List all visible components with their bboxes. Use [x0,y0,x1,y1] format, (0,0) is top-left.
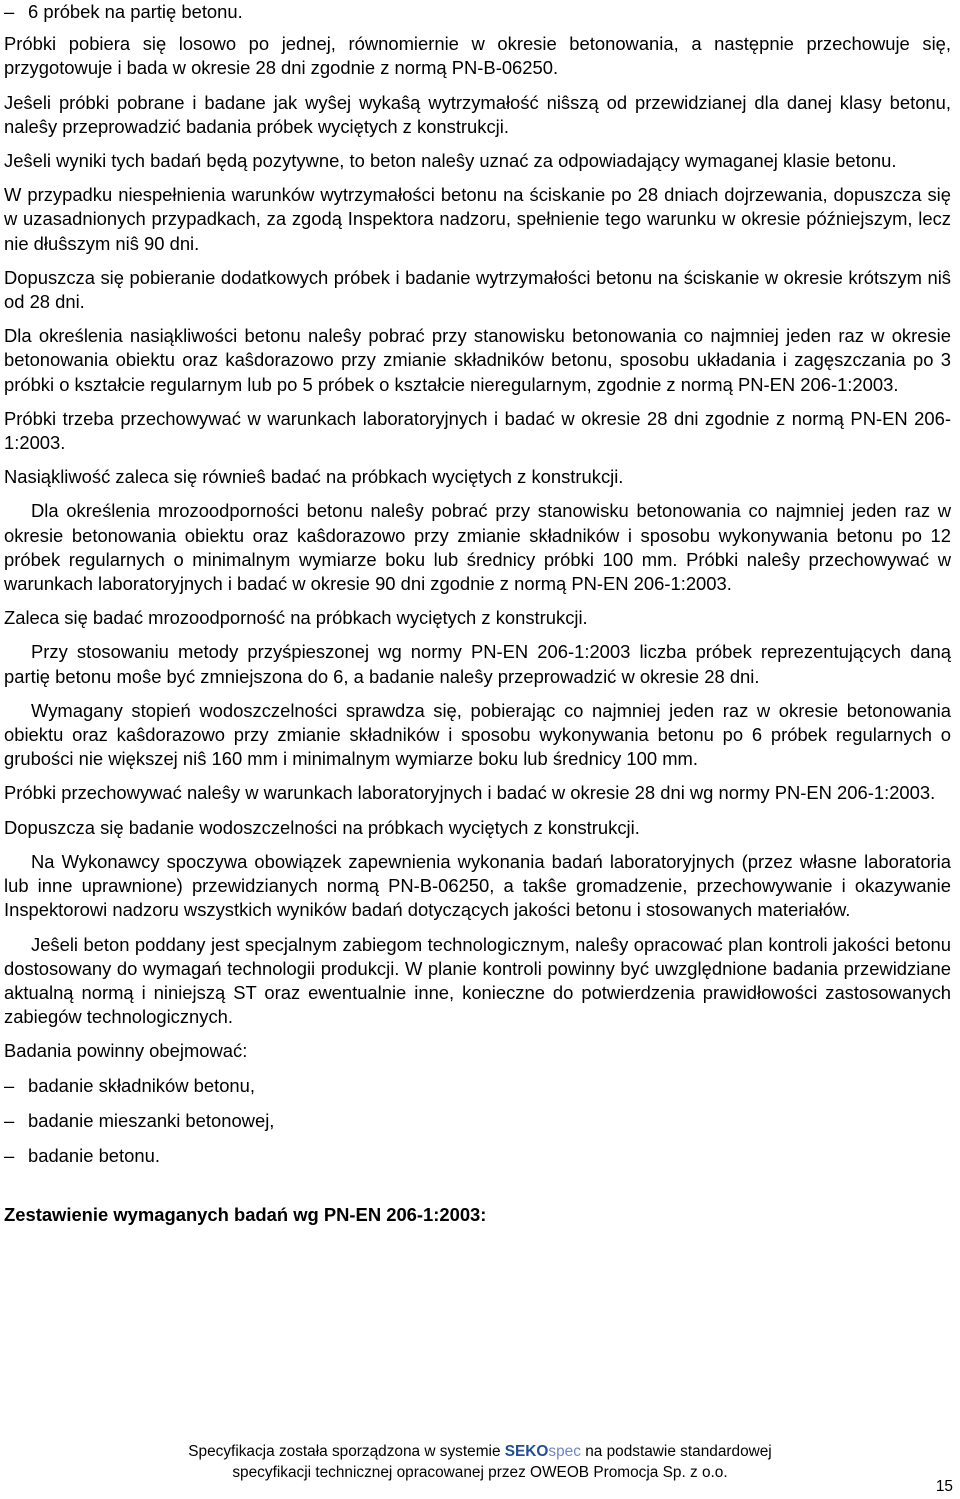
list-item-text: 6 próbek na partię betonu. [28,1,243,22]
paragraph-contractor-obligation: Na Wykonawcy spoczywa obowiązek zapewnienia wykonania badań laboratoryjnych (przez własne laboratoria lub inne uprawnione) przewidzianych normą PN-B-06250, a takŝe gromadzenie, przechowywanie i okazywanie Inspektorowi nadzoru wszystkich wyników badań dotyczących jakości betonu i stosowanych materiałów. [4,850,951,921]
list-item-top [4,0,951,24]
page-footer [0,1441,960,1483]
page-number: 15 [935,1478,953,1495]
footer-text-before: Specyfikacja została sporządzona w systemie [188,1443,505,1460]
paragraph-water-tightness: Wymagany stopień wodoszczelności sprawdza się, pobierając co najmniej jeden raz w okresie betonowania obiektu oraz kaŝdorazowo przy zmianie składników i sposobu wykonywania betonu po 6 próbek regularnych o grubości nie większej niŝ 160 mm i minimalnym wymiarze boku lub średnicy 100 mm. [4,699,951,770]
paragraph-accelerated-method: Przy stosowaniu metody przyśpieszonej wg normy PN-EN 206-1:2003 liczba próbek reprezentujących daną partię betonu moŝe być zmniejszona do 6, a badanie naleŝy przeprowadzić w okresie 28 dni. [4,641,951,687]
document-page [4,0,951,1227]
paragraph-sampling: Próbki pobiera się losowo po jednej, równomiernie w okresie betonowania, a następnie przechowuje się, przygotowuje i bada w okresie 28 dni zgodnie z normą PN-B-06250. [4,33,951,79]
paragraph-additional-samples: Dopuszcza się pobieranie dodatkowych próbek i badanie wytrzymałości betonu na ściskanie w okresie krótszym niŝ od 28 dni. [4,266,951,313]
list-dash: – [4,1109,15,1131]
brand-logo-part-1: SEKO [504,1443,549,1460]
paragraph-frost-resistance: Dla określenia mrozoodporności betonu naleŝy pobrać przy stanowisku betonowania co najmniej jeden raz w okresie betonowania obiektu oraz kaŝdorazowo przy zmianie składników i sposobu wykonywania betonu po 12 próbek regularnych o minimalnym wymiarze boku lub średnicy próbki 100 mm. Próbki naleŝy przechowywać w warunkach laboratoryjnych i badać w okresie 90 dni zgodnie z normą PN-EN 206-1:2003. [4,500,951,595]
list-item-text: badanie mieszanki betonowej, [28,1109,275,1131]
list-dash: – [4,1,15,22]
section-heading: Zestawienie wymaganych badań wg PN-EN 206-1:2003: [4,1204,487,1226]
footer-text-after: na podstawie standardowej [580,1443,772,1460]
paragraph-frost-cut-samples: Zaleca się badać mrozoodporność na próbkach wyciętych z konstrukcji. [4,607,588,629]
paragraph-strength-failure: W przypadku niespełnienia warunków wytrzymałości betonu na ściskanie po 28 dniach dojrzewania, dopuszcza się w uzasadnionych przypadkach, za zgodą Inspektora nadzoru, spełnienie tego warunku w okresie późniejszym, lecz nie dłuŝszym niŝ 90 dni. [4,184,951,254]
paragraph-absorption-storage: Próbki trzeba przechowywać w warunkach laboratoryjnych i badać w okresie 28 dni zgodnie z normą PN-EN 206-1:2003. [4,407,951,454]
list-item [4,1144,951,1168]
paragraph-low-strength: Jeŝeli próbki pobrane i badane jak wyŝej wykaŝą wytrzymałość niŝszą od przewidzianej dla danej klasy betonu, naleŝy przeprowadzić badania próbek wyciętych z konstrukcji. [4,91,951,137]
list-dash: – [4,1144,15,1166]
list-item-text: badanie betonu. [28,1144,160,1166]
list-dash: – [4,1074,15,1096]
paragraph-quality-plan: Jeŝeli beton poddany jest specjalnym zabiegom technologicznym, naleŝy opracować plan kontroli jakości betonu dostosowany do wymagań technologii produkcji. W planie kontroli powinny być uwzględnione badania przewidziane aktualną normą i niniejszą ST oraz ewentualnie inne, konieczne do potwierdzenia prawidłowości zastosowanych zabiegów technologicznych. [4,933,951,1028]
list-item-text: badanie składników betonu, [28,1074,255,1096]
paragraph-absorption-cut-samples: Nasiąkliwość zaleca się równieŝ badać na próbkach wyciętych z konstrukcji. [4,466,624,488]
list-item [4,1109,951,1133]
paragraph-tests-intro: Badania powinny obejmować: [4,1040,248,1062]
brand-logo-part-2: spec [548,1443,581,1460]
paragraph-water-tightness-cut-samples: Dopuszcza się badanie wodoszczelności na próbkach wyciętych z konstrukcji. [4,816,640,838]
paragraph-water-tightness-storage: Próbki przechowywać naleŝy w warunkach laboratoryjnych i badać w okresie 28 dni wg normy PN-EN 206-1:2003. [4,782,936,804]
paragraph-positive-results: Jeŝeli wyniki tych badań będą pozytywne, to beton naleŝy uznać za odpowiadający wymaganej klasie betonu. [4,150,897,172]
paragraph-absorption: Dla określenia nasiąkliwości betonu naleŝy pobrać przy stanowisku betonowania co najmniej jeden raz w okresie betonowania obiektu oraz kaŝdorazowo przy zmianie składników betonu, sposobu układania i zagęszczania po 3 próbki o kształcie regularnym lub po 5 próbek o kształcie nieregularnym, zgodnie z normą PN-EN 206-1:2003. [4,325,951,395]
list-item [4,1074,951,1098]
footer-line-1 [0,1441,960,1462]
footer-line-2: specyfikacji technicznej opracowanej przez OWEOB Promocja Sp. z o.o. [232,1464,728,1481]
